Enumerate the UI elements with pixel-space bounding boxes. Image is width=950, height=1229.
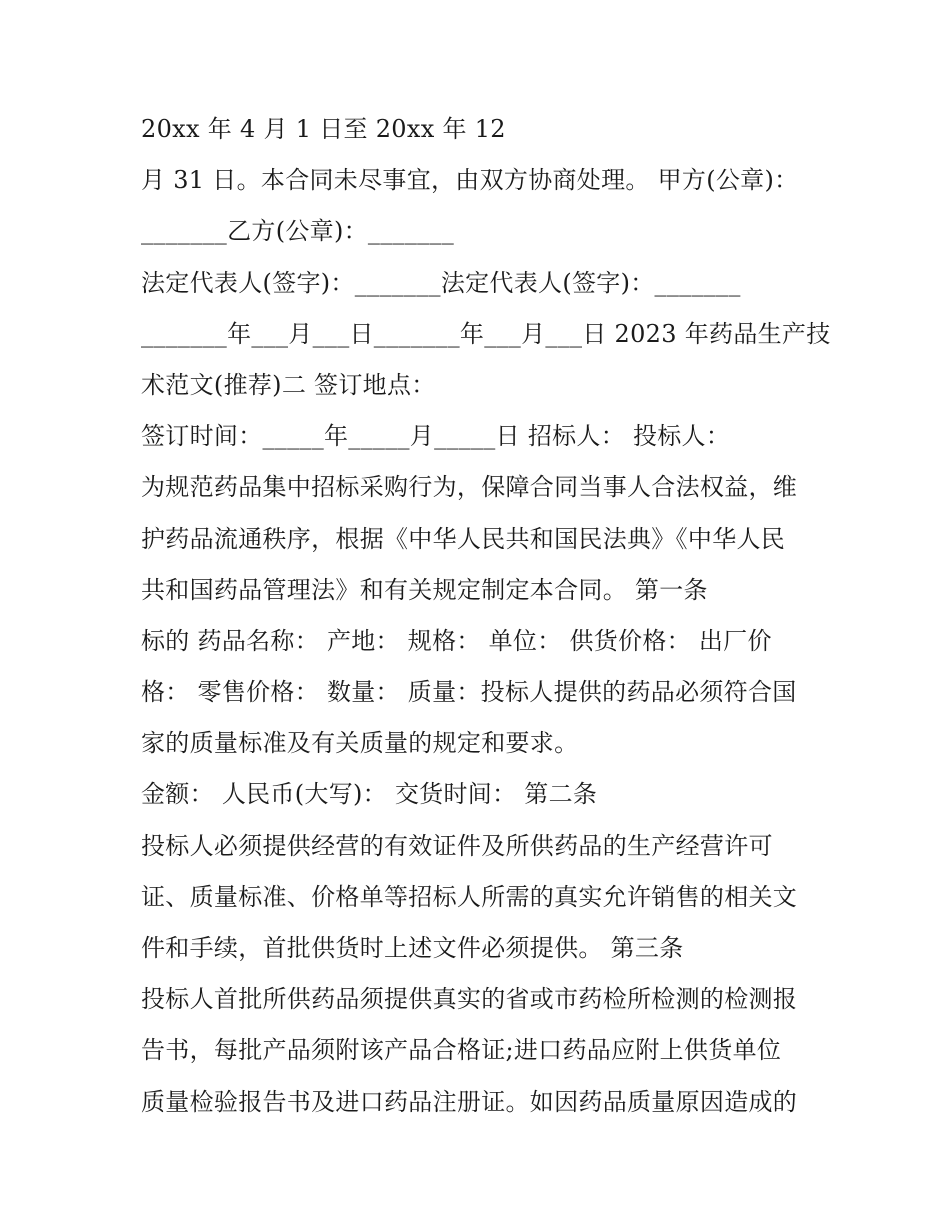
text-line: 为规范药品集中招标采购行为，保障合同当事人合法权益，维 [141, 473, 798, 502]
text-line: _______乙方(公章)：_______ [141, 217, 455, 246]
text-line: 标的 药品名称： 产地： 规格： 单位： 供货价格： 出厂价 [141, 626, 772, 655]
text-line: 法定代表人(签字)：_______法定代表人(签字)：_______ [141, 268, 741, 297]
text-line: 告书，每批产品须附该产品合格证;进口药品应附上供货单位 [141, 1036, 782, 1065]
text-line: 家的质量标准及有关质量的规定和要求。 [141, 729, 579, 758]
text-line: 术范文(推荐)二 签订地点： [141, 370, 436, 399]
text-line: 件和手续，首批供货时上述文件必须提供。 第三条 [141, 934, 684, 962]
text-line: 签订时间：_____年_____月_____日 招标人： 投标人： [141, 422, 731, 451]
text-line: 证、质量标准、价格单等招标人所需的真实允许销售的相关文 [141, 882, 798, 911]
text-line: 质量检验报告书及进口药品注册证。如因药品质量原因造成的 [141, 1087, 798, 1116]
text-line: 投标人首批所供药品须提供真实的省或市药检所检测的检测报 [141, 985, 798, 1014]
text-line: 20xx 年 4 月 1 日至 20xx 年 12 [141, 115, 506, 143]
text-line: 护药品流通秩序，根据《中华人民共和国民法典》《中华人民 [141, 524, 786, 553]
text-line: 格： 零售价格： 数量： 质量：投标人提供的药品必须符合国 [141, 678, 797, 707]
text-line: 月 31 日。本合同未尽事宜，由双方协商处理。 甲方(公章)： [141, 166, 799, 195]
text-line: 金额： 人民币(大写)： 交货时间： 第二条 [141, 780, 598, 809]
text-line: 投标人必须提供经营的有效证件及所供药品的生产经营许可 [141, 831, 773, 860]
contract-text [141, 108, 831, 1132]
text-line: _______年___月___日_______年___月___日 2023 年药品生产技 [141, 319, 831, 348]
text-line: 共和国药品管理法》和有关规定制定本合同。 第一条 [141, 575, 708, 604]
